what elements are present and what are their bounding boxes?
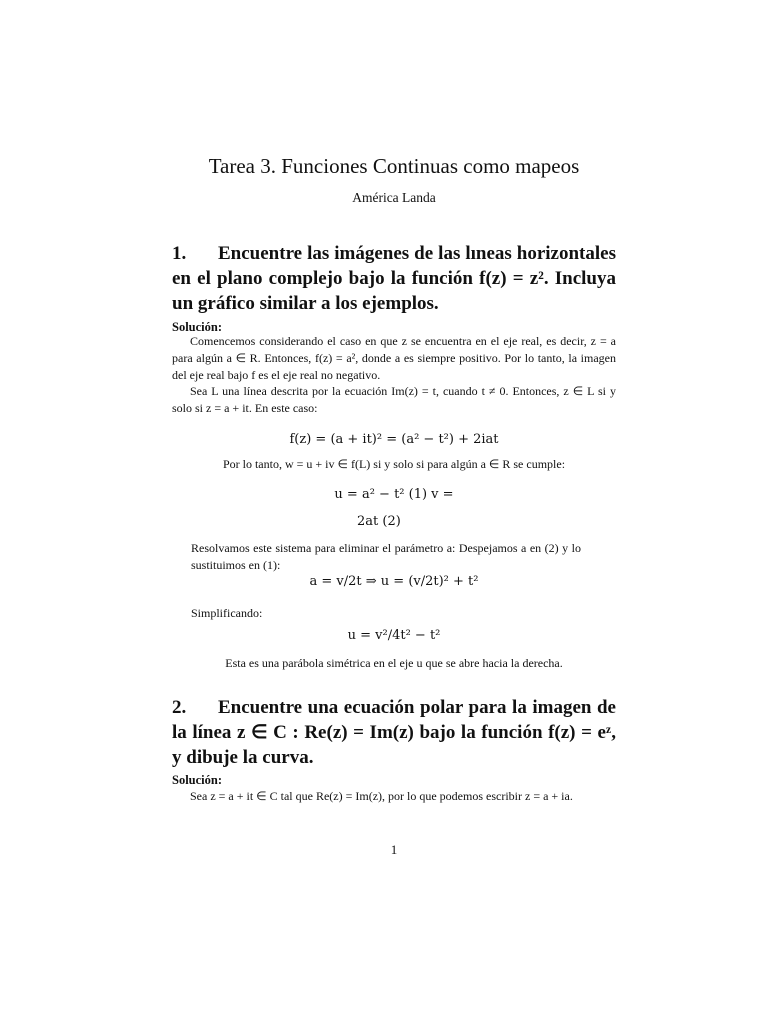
equation-1: f(z) = (a + it)² = (a² − t²) + 2iat	[289, 432, 499, 447]
solution-1-paragraph-4: Resolvamos este sistema para eliminar el parámetro a: Despejamos a en (2) y lo sustituimos en (1):	[191, 541, 581, 572]
solution-1-paragraph-5: Simplificando:	[191, 606, 263, 620]
question-1-heading	[172, 241, 616, 316]
equation-2a: u = a² − t² (1) v =	[334, 487, 454, 502]
question-2-text: Encuentre una ecuación polar para la imagen de la línea z ∈ C : Re(z) = Im(z) bajo la función f(z) = eᶻ, y dibuje la curva.	[172, 697, 616, 768]
question-2-number: 2.	[172, 697, 187, 718]
question-1-text: Encuentre las imágenes de las lıneas horizontales en el plano complejo bajo la función f(z) = z². Incluya un gráfico similar a los ejemplos.	[172, 243, 616, 314]
author-name: América Landa	[352, 190, 436, 205]
solution-1-paragraph-2: Sea L una línea descrita por la ecuación Im(z) = t, cuando t ≠ 0. Entonces, z ∈ L si y solo si z = a + it. En este caso:	[172, 384, 616, 415]
solution-2-label: Solución:	[172, 773, 223, 787]
page-number: 1	[390, 842, 398, 857]
solution-2-paragraph-1: Sea z = a + it ∈ C tal que Re(z) = Im(z), por lo que podemos escribir z = a + ia.	[190, 789, 573, 803]
solution-1-paragraph-3: Por lo tanto, w = u + iv ∈ f(L) si y solo si para algún a ∈ R se cumple:	[222, 457, 566, 471]
solution-1-paragraph-1: Comencemos considerando el caso en que z se encuentra en el eje real, es decir, z = a para algún a ∈ R. Entonces, f(z) = a², donde a es siempre positivo. Por lo tanto, la imagen del eje real bajo f es el eje real no negativo.	[172, 334, 616, 382]
equation-4: u = v²/4t² − t²	[347, 628, 441, 643]
question-1-number: 1.	[172, 243, 187, 264]
equation-2b: 2at (2)	[357, 514, 401, 529]
solution-1-paragraph-6: Esta es una parábola simétrica en el eje u que se abre hacia la derecha.	[225, 656, 563, 670]
question-2-heading	[172, 695, 616, 770]
document-title: Tarea 3. Funciones Continuas como mapeos	[208, 154, 580, 178]
equation-3: a = v/2t ⇒ u = (v/2t)² + t²	[309, 574, 479, 589]
solution-1-label: Solución:	[172, 320, 223, 334]
